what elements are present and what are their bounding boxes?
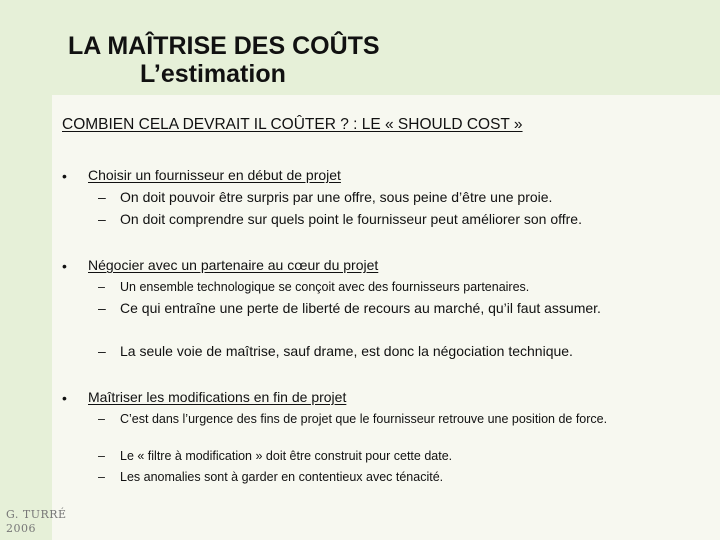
left-band bbox=[0, 95, 52, 540]
bullet-icon: • bbox=[62, 390, 67, 406]
dash-icon: – bbox=[98, 211, 106, 227]
author-credit bbox=[6, 508, 67, 536]
dash-icon: – bbox=[98, 189, 106, 205]
list-item: On doit comprendre sur quels point le fournisseur peut améliorer son offre. bbox=[120, 211, 582, 227]
list-item: Le « filtre à modification » doit être construit pour cette date. bbox=[120, 449, 453, 463]
bullet-heading-3: Maîtriser les modifications en fin de projet bbox=[88, 389, 347, 405]
slide-title: LA MAÎTRISE DES COÛTS bbox=[68, 32, 380, 60]
list-item: La seule voie de maîtrise, sauf drame, est donc la négociation technique. bbox=[120, 343, 573, 359]
bullet-heading-1: Choisir un fournisseur en début de projet bbox=[88, 167, 341, 183]
dash-icon: – bbox=[98, 343, 106, 359]
dash-icon: – bbox=[98, 412, 105, 426]
bullet-heading-2: Négocier avec un partenaire au cœur du projet bbox=[88, 257, 379, 273]
list-item: On doit pouvoir être surpris par une offre, sous peine d’être une proie. bbox=[120, 189, 553, 205]
bullet-icon: • bbox=[62, 168, 67, 184]
dash-icon: – bbox=[98, 300, 106, 316]
slide-subtitle-title: L’estimation bbox=[140, 60, 286, 88]
list-item: Ce qui entraîne une perte de liberté de recours au marché, qu’il faut assumer. bbox=[120, 300, 601, 316]
section-heading: COMBIEN CELA DEVRAIT IL COÛTER ? : LE « SHOULD COST » bbox=[62, 116, 523, 133]
list-item: C’est dans l’urgence des fins de projet que le fournisseur retrouve une position de force. bbox=[120, 412, 608, 426]
list-item: Les anomalies sont à garder en contentieux avec ténacité. bbox=[120, 470, 444, 484]
dash-icon: – bbox=[98, 280, 105, 294]
dash-icon: – bbox=[98, 470, 105, 484]
author-name: G. TURRÉ bbox=[6, 508, 67, 521]
list-item: Un ensemble technologique se conçoit avec des fournisseurs partenaires. bbox=[120, 280, 530, 294]
bullet-icon: • bbox=[62, 258, 67, 274]
author-year: 2006 bbox=[6, 522, 36, 535]
dash-icon: – bbox=[98, 449, 105, 463]
